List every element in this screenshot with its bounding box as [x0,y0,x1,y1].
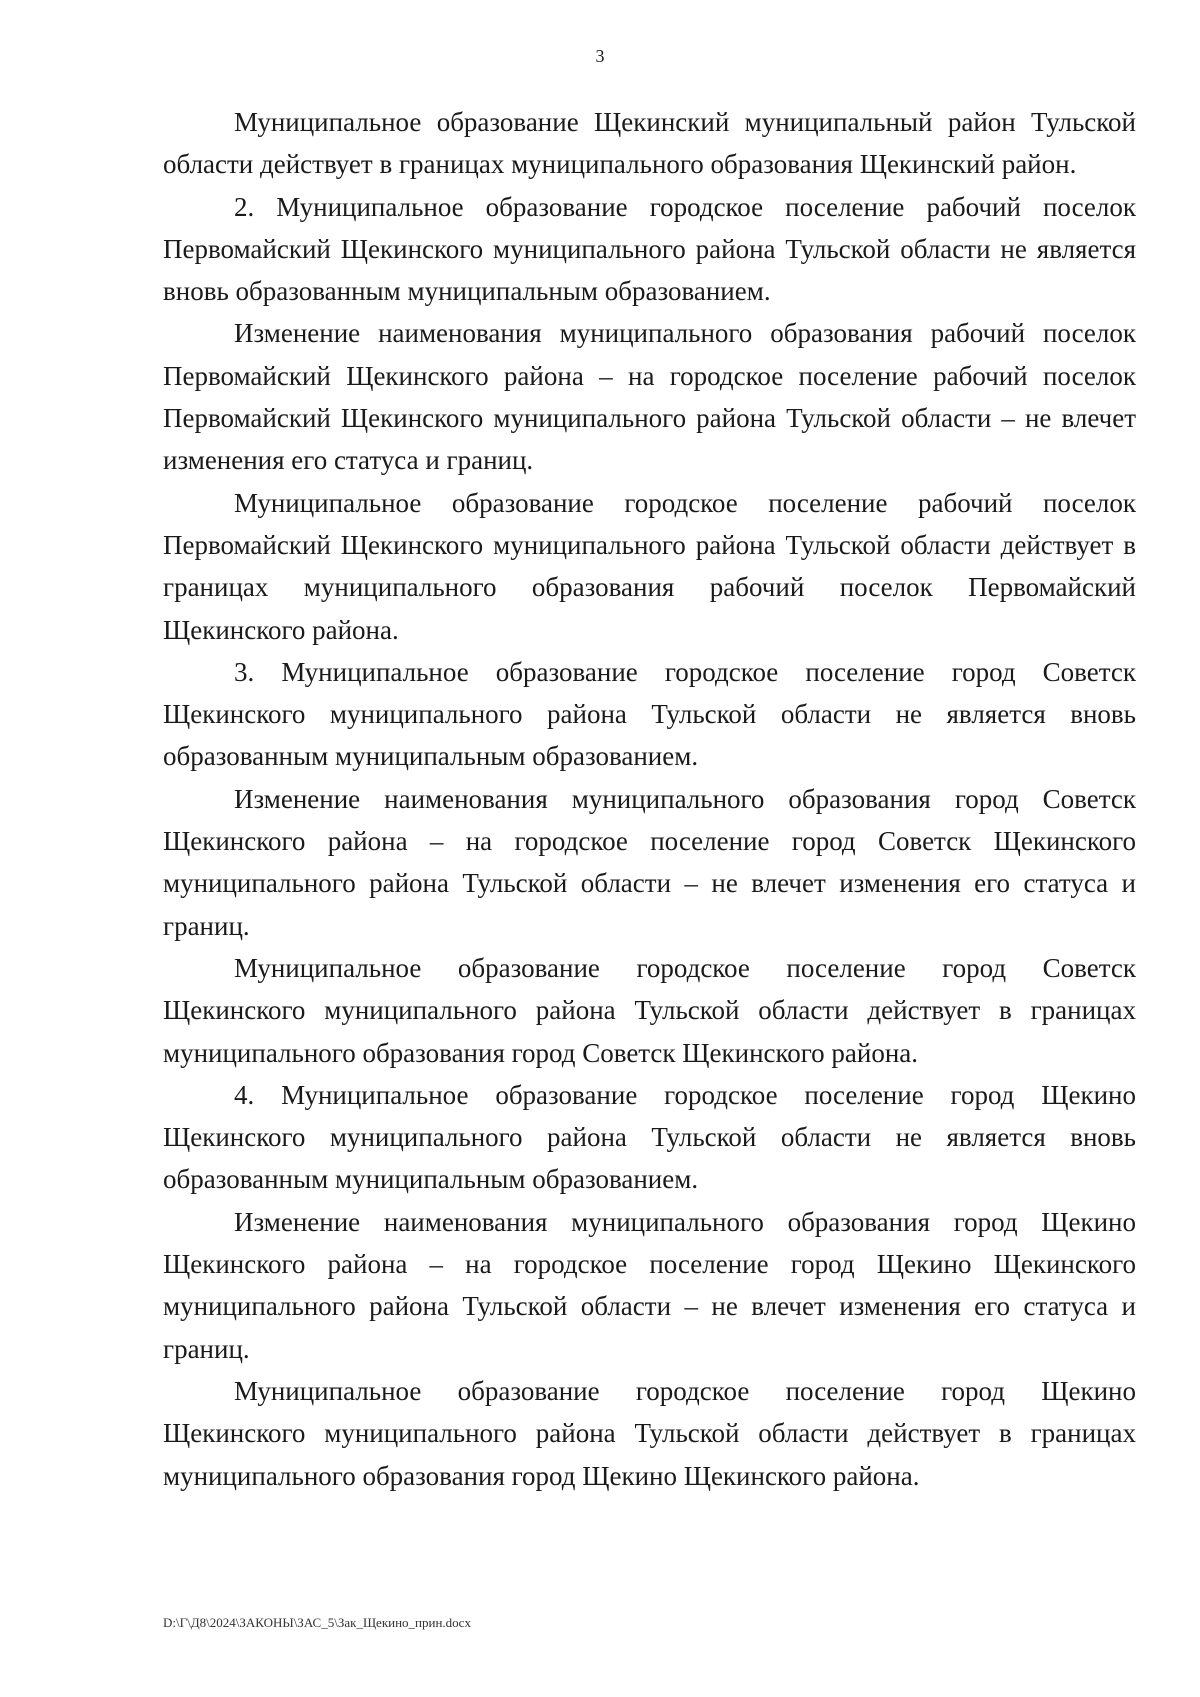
paragraph-3: Изменение наименования муниципального образования рабочий поселок Первомайский Щекинского района – на городское поселение рабочий поселок Первомайский Щекинского муниципального района Тульской области – не влечет изменения его статуса и границ. [163,318,1136,476]
paragraph-10: Муниципальное образование городское поселение город Щекино Щекинского муниципального района Тульской области действует в границах муниципального образования город Щекино Щекинского района. [163,1375,1136,1491]
paragraph-9: Изменение наименования муниципального образования город Щекино Щекинского района – на городское поселение город Щекино Щекинского муниципального района Тульской области – не влечет изменения его статуса и границ. [163,1206,1136,1364]
paragraph-7: Муниципальное образование городское поселение город Советск Щекинского муниципального района Тульской области действует в границах муниципального образования город Советск Щекинского района. [163,952,1136,1068]
footer-file-path: D:\Г\Д8\2024\ЗАКОНЫ\ЗАС_5\Зак_Щекино_прин.docx [163,1615,471,1630]
document-body [163,101,1136,1497]
paragraph-2: 2. Муниципальное образование городское поселение рабочий поселок Первомайский Щекинского муниципального района Тульской области не является вновь образованным муниципальным образованием. [163,191,1136,307]
page-number: 3 [595,46,605,66]
paragraph-1: Муниципальное образование Щекинский муниципальный район Тульской области действует в границах муниципального образования Щекинский район. [163,107,1136,180]
paragraph-6: Изменение наименования муниципального образования город Советск Щекинского района – на городское поселение город Советск Щекинского муниципального района Тульской области – не влечет изменения его статуса и границ. [163,783,1136,941]
paragraph-5: 3. Муниципальное образование городское поселение город Советск Щекинского муниципального района Тульской области не является вновь образованным муниципальным образованием. [163,656,1136,772]
paragraph-4: Муниципальное образование городское поселение рабочий поселок Первомайский Щекинского муниципального района Тульской области действует в границах муниципального образования рабочий поселок Первомайский Щекинского района. [163,487,1136,645]
paragraph-8: 4. Муниципальное образование городское поселение город Щекино Щекинского муниципального района Тульской области не является вновь образованным муниципальным образованием. [163,1079,1136,1195]
